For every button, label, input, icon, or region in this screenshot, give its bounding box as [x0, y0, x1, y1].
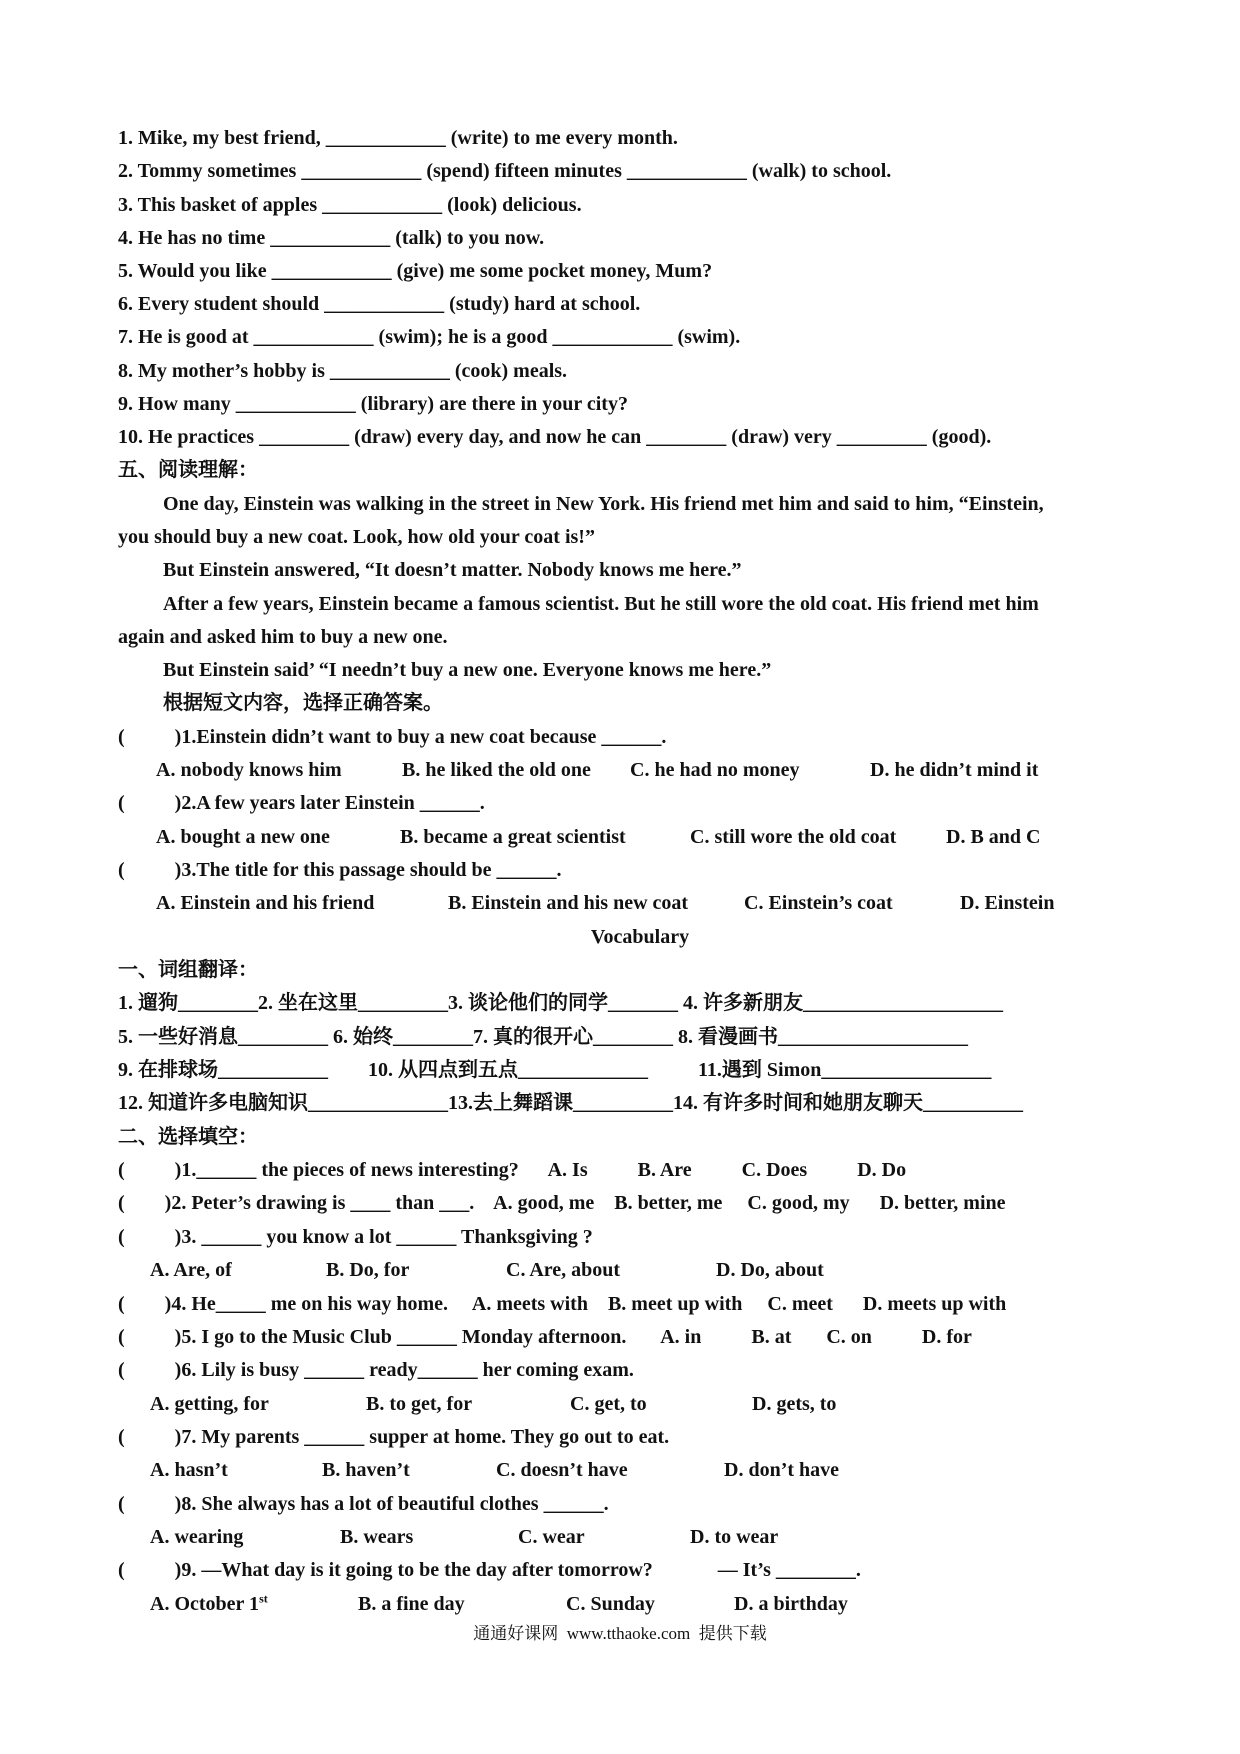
reading-question-1: ( )1.Einstein didn’t want to buy a new coat because ______. [118, 726, 667, 748]
choice-q9-option-d: D. a birthday [734, 1593, 848, 1615]
fill-blank-3: 3. This basket of apples ____________ (look) delicious. [118, 194, 582, 216]
passage-line-1: One day, Einstein was walking in the street in New York. His friend met him and said to him, “Einstein, [163, 493, 1044, 515]
choice-q8-option-a: A. wearing [150, 1526, 244, 1548]
choice-q8-option-c: C. wear [518, 1526, 585, 1548]
reading-q1-option-d: D. he didn’t mind it [870, 759, 1039, 781]
translation-line-4: 12. 知道许多电脑知识______________13.去上舞蹈课__________14. 有许多时间和她朋友聊天__________ [118, 1092, 1023, 1114]
translation-heading: 一、词组翻译： [118, 959, 258, 981]
fill-blank-4: 4. He has no time ____________ (talk) to you now. [118, 227, 545, 249]
choice-q6-option-d: D. gets, to [752, 1393, 837, 1415]
choice-question-1: ( )1.______ the pieces of news interesting? A. Is B. Are C. Does D. Do [118, 1159, 907, 1181]
fill-blank-10: 10. He practices _________ (draw) every day, and now he can ________ (draw) very _________ (good). [118, 426, 992, 448]
passage-line-6: But Einstein said’ “I needn’t buy a new one. Everyone knows me here.” [163, 659, 772, 681]
choice-q8-option-b: B. wears [340, 1526, 414, 1548]
choice-question-2: ( )2. Peter’s drawing is ____ than ___. A. good, me B. better, me C. good, my D. better, mine [118, 1192, 1006, 1214]
reading-q3-option-a: A. Einstein and his friend [156, 892, 375, 914]
reading-heading: 五、阅读理解： [118, 459, 258, 481]
choice-q7-option-b: B. haven’t [322, 1459, 410, 1481]
reading-q1-option-b: B. he liked the old one [402, 759, 591, 781]
choice-q9-option-a-superscript: st [259, 1591, 268, 1606]
reading-q2-option-a: A. bought a new one [156, 826, 330, 848]
choice-q9-option-a [150, 1592, 268, 1616]
choice-q6-option-b: B. to get, for [366, 1393, 473, 1415]
fill-blank-5: 5. Would you like ____________ (give) me some pocket money, Mum? [118, 260, 713, 282]
fill-blank-6: 6. Every student should ____________ (study) hard at school. [118, 293, 641, 315]
translation-line-2: 5. 一些好消息_________ 6. 始终________7. 真的很开心________ 8. 看漫画书___________________ [118, 1026, 968, 1048]
fill-blank-8: 8. My mother’s hobby is ____________ (cook) meals. [118, 360, 568, 382]
choice-question-9: ( )9. —What day is it going to be the day after tomorrow? — It’s ________. [118, 1559, 861, 1581]
passage-line-5: again and asked him to buy a new one. [118, 626, 448, 648]
translation-line-3: 9. 在排球场___________ 10. 从四点到五点_____________ 11.遇到 Simon_________________ [118, 1059, 992, 1081]
choice-q7-option-c: C. doesn’t have [496, 1459, 628, 1481]
reading-question-3: ( )3.The title for this passage should be ______. [118, 859, 562, 881]
choice-q6-option-c: C. get, to [570, 1393, 647, 1415]
reading-question-2: ( )2.A few years later Einstein ______. [118, 792, 485, 814]
choice-q7-option-a: A. hasn’t [150, 1459, 228, 1481]
choice-question-6: ( )6. Lily is busy ______ ready______ her coming exam. [118, 1359, 634, 1381]
fill-blank-9: 9. How many ____________ (library) are there in your city? [118, 393, 628, 415]
choice-q6-option-a: A. getting, for [150, 1393, 269, 1415]
choice-q3-option-a: A. Are, of [150, 1259, 232, 1281]
reading-q3-option-b: B. Einstein and his new coat [448, 892, 689, 914]
choice-question-7: ( )7. My parents ______ supper at home. They go out to eat. [118, 1426, 670, 1448]
choice-question-3: ( )3. ______ you know a lot ______ Thanksgiving ? [118, 1226, 593, 1248]
reading-q3-option-d: D. Einstein [960, 892, 1055, 914]
passage-line-3: But Einstein answered, “It doesn’t matter. Nobody knows me here.” [163, 559, 742, 581]
choice-question-8: ( )8. She always has a lot of beautiful clothes ______. [118, 1493, 609, 1515]
reading-q1-option-c: C. he had no money [630, 759, 800, 781]
choice-q3-option-c: C. Are, about [506, 1259, 621, 1281]
page-footer: 通通好课网 www.tthaoke.com 提供下载 [473, 1624, 767, 1643]
reading-q1-option-a: A. nobody knows him [156, 759, 342, 781]
reading-q2-option-c: C. still wore the old coat [690, 826, 897, 848]
reading-q3-option-c: C. Einstein’s coat [744, 892, 893, 914]
fill-blank-1: 1. Mike, my best friend, ____________ (write) to me every month. [118, 127, 678, 149]
fill-blank-7: 7. He is good at ____________ (swim); he is a good ____________ (swim). [118, 326, 741, 348]
choice-q3-option-d: D. Do, about [716, 1259, 824, 1281]
fill-blank-2: 2. Tommy sometimes ____________ (spend) fifteen minutes ____________ (walk) to school. [118, 160, 892, 182]
choice-q8-option-d: D. to wear [690, 1526, 779, 1548]
choice-heading: 二、选择填空： [118, 1126, 258, 1148]
choice-question-5: ( )5. I go to the Music Club ______ Monday afternoon. A. in B. at C. on D. for [118, 1326, 972, 1348]
vocabulary-title: Vocabulary [590, 926, 690, 948]
choice-q9-option-c: C. Sunday [566, 1593, 655, 1615]
passage-line-4: After a few years, Einstein became a famous scientist. But he still wore the old coat. His friend met him [163, 593, 1039, 615]
reading-q2-option-d: D. B and C [946, 826, 1041, 848]
reading-instruction: 根据短文内容，选择正确答案。 [163, 692, 443, 714]
reading-q2-option-b: B. became a great scientist [400, 826, 626, 848]
translation-line-1: 1. 遛狗________2. 坐在这里_________3. 谈论他们的同学_______ 4. 许多新朋友____________________ [118, 992, 1003, 1014]
choice-q3-option-b: B. Do, for [326, 1259, 410, 1281]
choice-q9-option-a-text: A. October 1 [150, 1593, 260, 1615]
choice-q9-option-b: B. a fine day [358, 1593, 465, 1615]
choice-question-4: ( )4. He_____ me on his way home. A. meets with B. meet up with C. meet D. meets up with [118, 1293, 1007, 1315]
choice-q7-option-d: D. don’t have [724, 1459, 840, 1481]
passage-line-2: you should buy a new coat. Look, how old your coat is!” [118, 526, 595, 548]
